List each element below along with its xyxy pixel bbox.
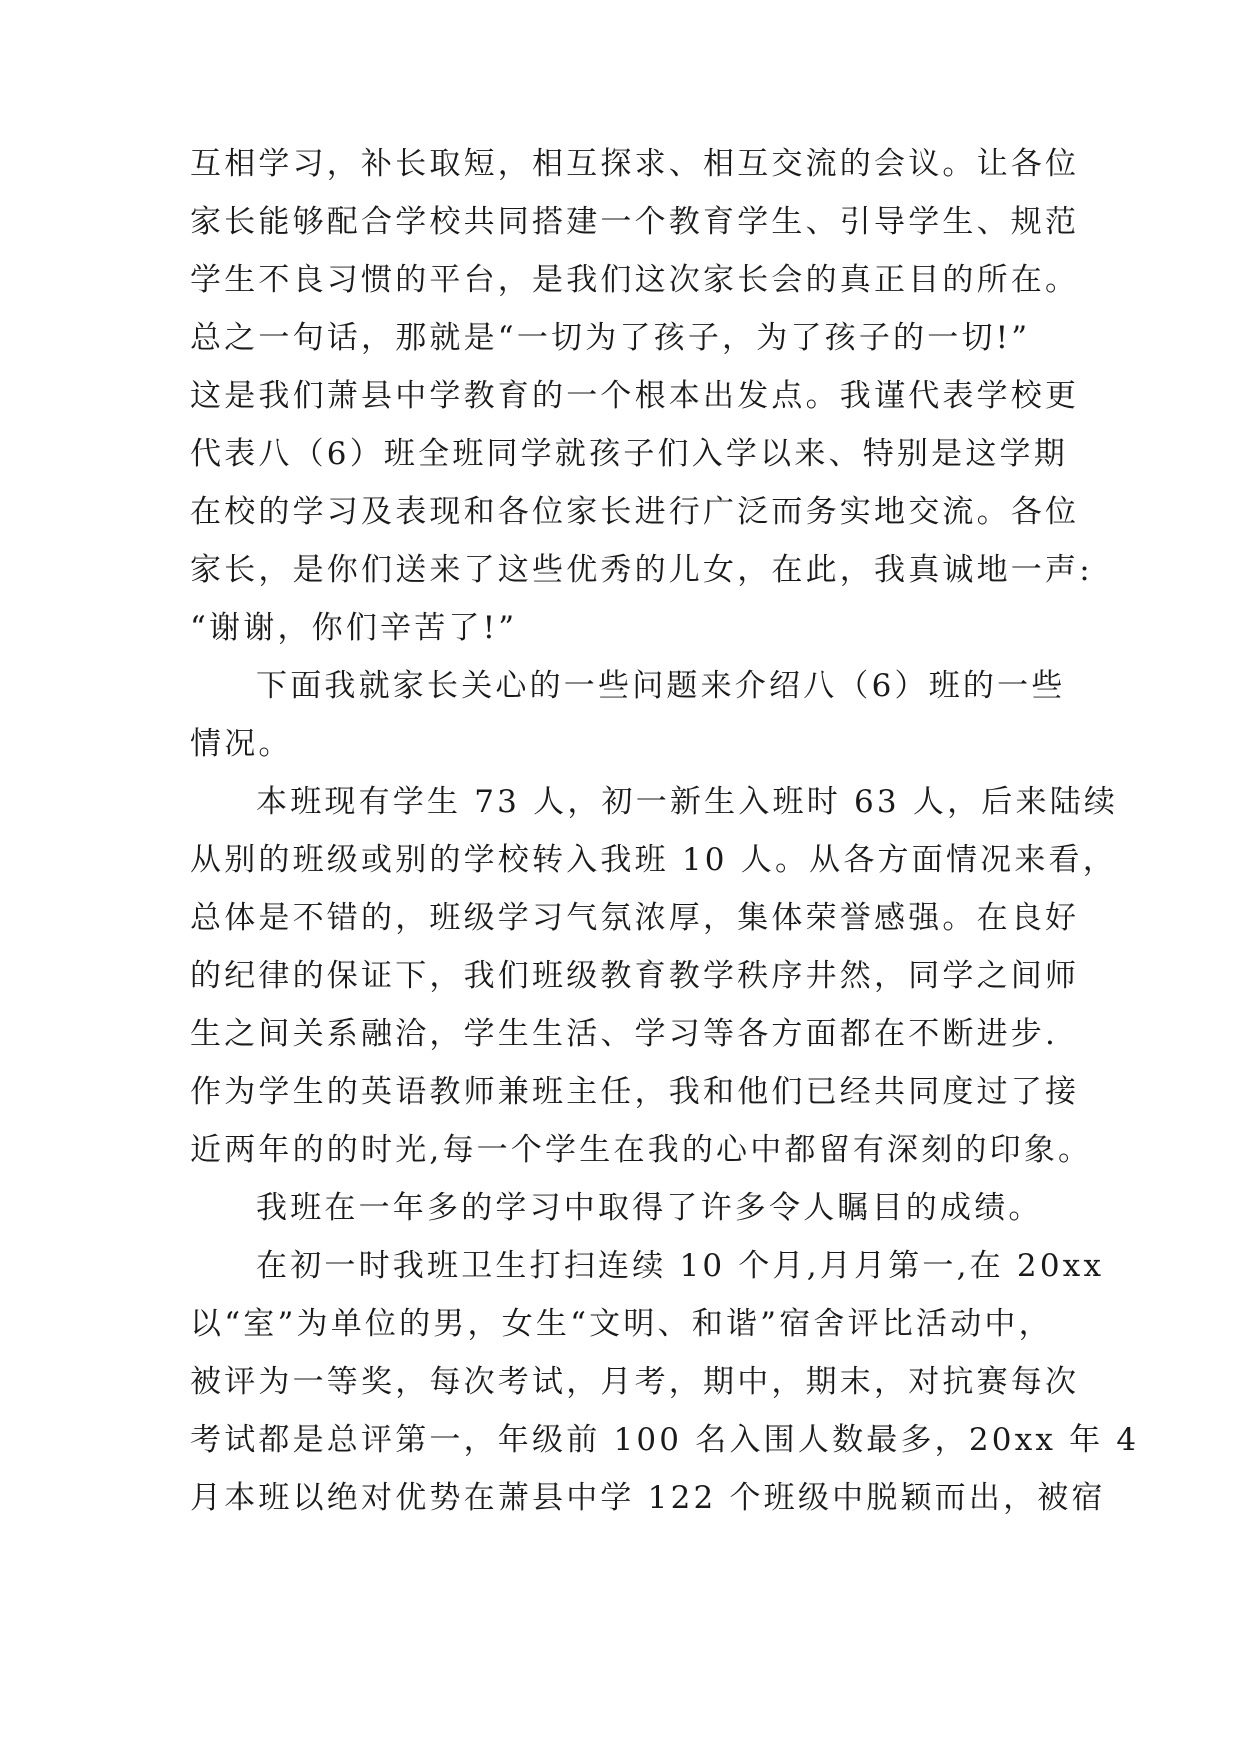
text-line: 情况。 [190, 726, 293, 762]
text-line: 我班在一年多的学习中取得了许多令人瞩目的成绩。 [256, 1190, 1043, 1226]
text-line: 的纪律的保证下，我们班级教育教学秩序井然，同学之间师 [190, 958, 1080, 994]
paragraph-3 [190, 773, 1119, 1179]
text-line: 月本班以绝对优势在萧县中学 122 个班级中脱颖而出，被宿 [190, 1480, 1106, 1516]
text-line: 代表八（6）班全班同学就孩子们入学以来、特别是这学期 [190, 436, 1068, 472]
text-line: 被评为一等奖，每次考试，月考，期中，期末，对抗赛每次 [190, 1364, 1080, 1400]
paragraph-4 [190, 1179, 1070, 1237]
text-line: 在初一时我班卫生打扫连续 10 个月,月月第一,在 20xx [256, 1248, 1105, 1284]
paragraph-1 [190, 135, 1093, 657]
text-line: 作为学生的英语教师兼班主任，我和他们已经共同度过了接 [190, 1074, 1080, 1110]
text-line: 学生不良习惯的平台，是我们这次家长会的真正目的所在。 [190, 262, 1080, 298]
text-line: 总体是不错的，班级学习气氛浓厚，集体荣誉感强。在良好 [190, 900, 1080, 936]
text-line: 总之一句话，那就是“一切为了孩子，为了孩子的一切!” [190, 320, 1031, 356]
document-body [190, 135, 1140, 1527]
text-line: 以“室”为单位的男，女生“文明、和谐”宿舍评比活动中， [190, 1306, 1053, 1342]
text-line: 考试都是总评第一，年级前 100 名入围人数最多，20xx 年 4 [190, 1422, 1140, 1458]
text-line: 本班现有学生 73 人，初一新生入班时 63 人，后来陆续 [256, 784, 1119, 820]
text-line: 生之间关系融洽，学生生活、学习等各方面都在不断进步. [190, 1016, 1059, 1052]
text-line: 从别的班级或别的学校转入我班 10 人。从各方面情况来看， [190, 842, 1117, 878]
text-line: 这是我们萧县中学教育的一个根本出发点。我谨代表学校更 [190, 378, 1080, 414]
text-line: 在校的学习及表现和各位家长进行广泛而务实地交流。各位 [190, 494, 1080, 530]
text-line: 家长能够配合学校共同搭建一个教育学生、引导学生、规范 [190, 204, 1080, 240]
text-line: 近两年的的时光,每一个学生在我的心中都留有深刻的印象。 [190, 1132, 1093, 1168]
paragraph-2 [190, 657, 1070, 773]
paragraph-5 [190, 1237, 1140, 1527]
text-line: 家长，是你们送来了这些优秀的儿女，在此，我真诚地一声: [190, 552, 1093, 588]
text-line: 下面我就家长关心的一些问题来介绍八（6）班的一些 [256, 668, 1066, 704]
text-line: 互相学习，补长取短，相互探求、相互交流的会议。让各位 [190, 146, 1080, 182]
text-line: “谢谢，你们辛苦了!” [190, 610, 518, 646]
